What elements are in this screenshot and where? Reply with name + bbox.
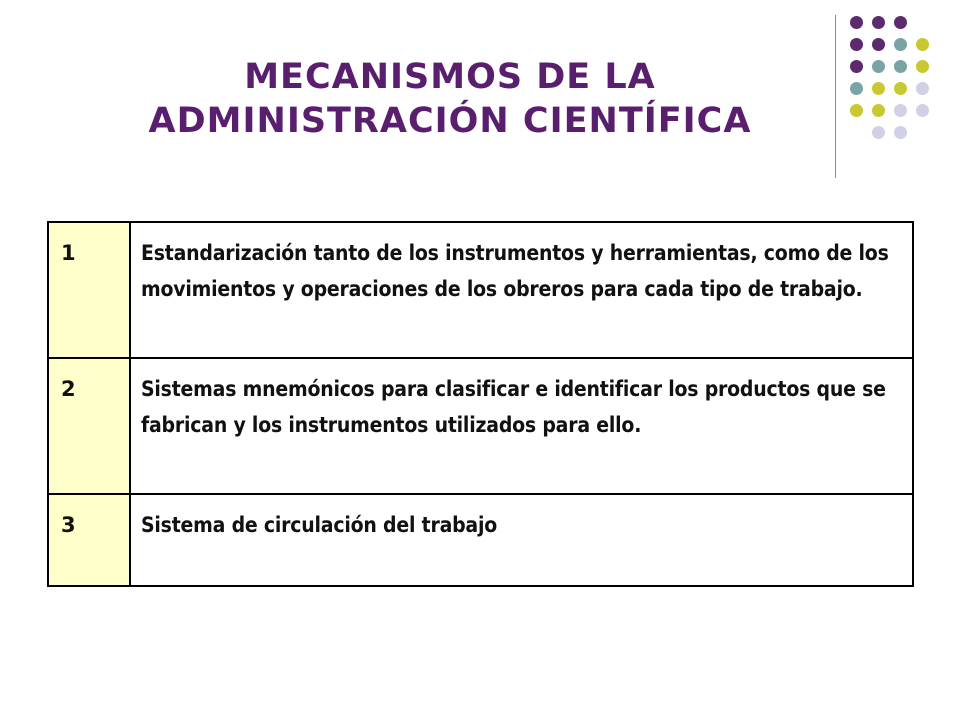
row-text: Sistema de circulación del trabajo (141, 513, 498, 537)
decorative-dot (872, 82, 885, 95)
decorative-dot (894, 16, 907, 29)
decorative-dot (894, 60, 907, 73)
decorative-dot (916, 38, 929, 51)
table-row (48, 494, 913, 586)
decorative-dot (872, 38, 885, 51)
row-description (130, 222, 913, 358)
decorative-dot (872, 16, 885, 29)
title-line-2: ADMINISTRACIÓN CIENTÍFICA (148, 101, 752, 141)
title-line-1: MECANISMOS DE LA (244, 57, 656, 97)
row-number: 2 (48, 358, 130, 494)
decorative-dot (872, 60, 885, 73)
table-row (48, 222, 913, 358)
row-text: Sistemas mnemónicos para clasificar e identificar los productos que se fabrican y los instrumentos utilizados para ello. (141, 377, 886, 437)
vertical-divider (835, 15, 836, 178)
decorative-dot (872, 104, 885, 117)
decorative-dot (894, 126, 907, 139)
mechanisms-table (47, 221, 914, 587)
row-number: 3 (48, 494, 130, 586)
row-description (130, 494, 913, 586)
decorative-dot (850, 82, 863, 95)
table-row (48, 358, 913, 494)
decorative-dot (894, 38, 907, 51)
decorative-dot (850, 16, 863, 29)
decorative-dot (916, 60, 929, 73)
row-text: Estandarización tanto de los instrumentos y herramientas, como de los movimientos y operaciones de los obreros para cada tipo de trabajo. (141, 241, 889, 301)
decorative-dot (894, 104, 907, 117)
decorative-dot (850, 60, 863, 73)
decorative-dot (916, 82, 929, 95)
row-description (130, 358, 913, 494)
decorative-dot (916, 104, 929, 117)
decorative-dot (872, 126, 885, 139)
decorative-dot (850, 104, 863, 117)
row-number: 1 (48, 222, 130, 358)
slide-title (60, 55, 840, 143)
decorative-dot (894, 82, 907, 95)
decorative-dot (850, 38, 863, 51)
